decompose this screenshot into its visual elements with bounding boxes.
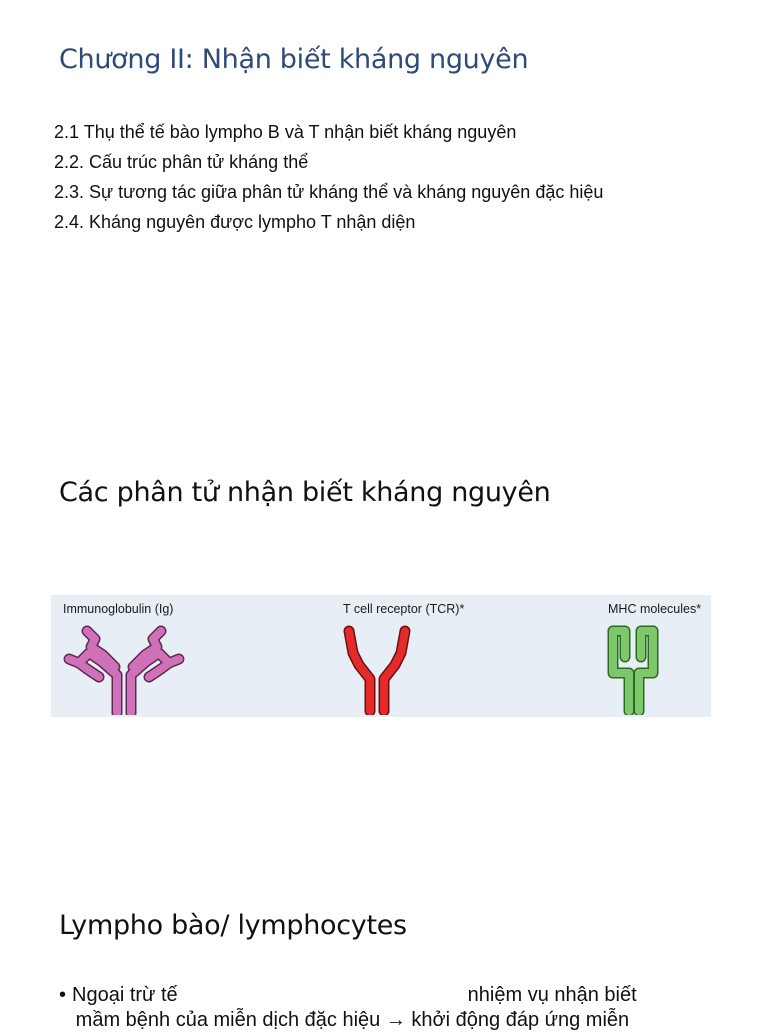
bullet-text-part2: nhiệm vụ nhận biết [467,984,637,1006]
t-cell-receptor-icon [337,623,417,715]
immunoglobulin-icon [59,623,189,715]
toc-item: 2.4. Kháng nguyên được lympho T nhận diện [54,212,416,232]
table-of-contents [54,117,603,237]
tcr-label: T cell receptor (TCR)* [343,602,465,616]
bullet-text-line2: mầm bệnh của miễn dịch đặc hiệu → khởi động đáp ứng miễn [75,1009,630,1031]
slide-title-chapter: Chương II: Nhận biết kháng nguyên [59,44,529,75]
toc-item: 2.3. Sự tương tác giữa phân tử kháng thể và kháng nguyên đặc hiệu [54,182,604,202]
ig-label: Immunoglobulin (Ig) [63,602,174,616]
molecule-figure [51,595,711,717]
slide-title-recognition-molecules: Các phân tử nhận biết kháng nguyên [59,477,551,508]
mhc-molecule-icon [603,623,673,715]
bullet-paragraph [59,983,759,1033]
bullet-text-part1: Ngoại trừ tế [72,984,178,1006]
toc-item: 2.1 Thụ thể tế bào lympho B và T nhận biết kháng nguyên [54,122,517,142]
toc-item: 2.2. Cấu trúc phân tử kháng thể [54,152,309,172]
mhc-label: MHC molecules* [608,602,702,616]
slide-title-lymphocytes: Lympho bào/ lymphocytes [59,910,407,941]
bullet-dot: • [59,984,67,1006]
